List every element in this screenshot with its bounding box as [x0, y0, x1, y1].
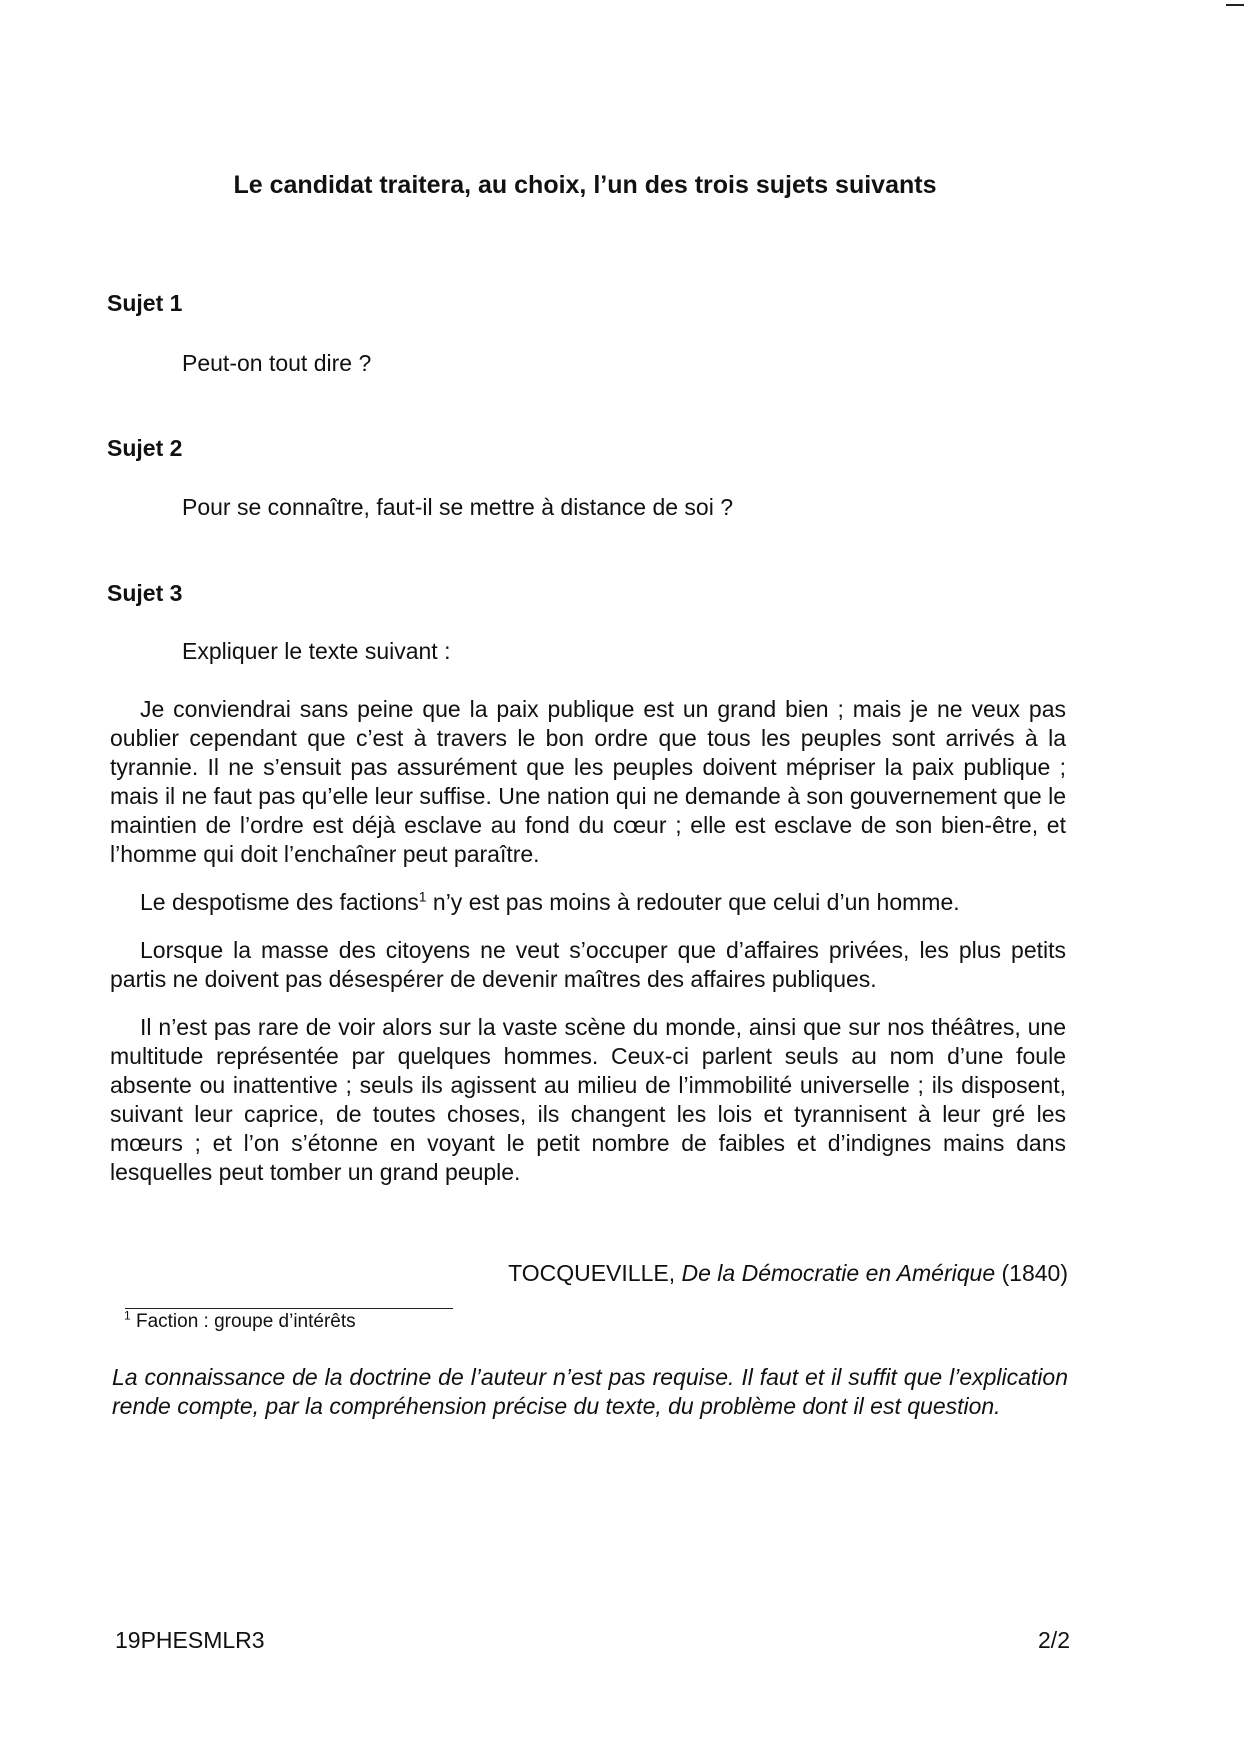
page-heading: Le candidat traitera, au choix, l’un des trois sujets suivants: [233, 171, 937, 199]
sujet-2-label: Sujet 2: [107, 435, 183, 461]
sujet-1-label: Sujet 1: [107, 290, 183, 316]
footnote: [124, 1308, 356, 1333]
sujet-3-label: Sujet 3: [107, 580, 183, 606]
sujet-3-instruction: Expliquer le texte suivant :: [182, 638, 451, 664]
citation-year: (1840): [1001, 1260, 1068, 1286]
text-paragraph-4: Il n’est pas rare de voir alors sur la vaste scène du monde, ainsi que sur nos théâtres, une multitude représentée par quelques hommes. Ceux-ci parlent seuls au nom d’une foule absente ou inattentive ; seuls ils agissent au milieu de l’immobilité universelle ; ils disposent, suivant leur caprice, de toutes choses, ils changent les lois et tyrannisent à leur gré les mœurs ; et l’on s’étonne en voyant le petit nombre de faibles et d’indignes mains dans lesquelles peut tomber un grand peuple.: [110, 1014, 1066, 1185]
source-text: [110, 695, 1066, 1206]
page-edge-mark: [1226, 4, 1244, 6]
sujet-2-question: Pour se connaître, faut-il se mettre à distance de soi ?: [182, 494, 734, 520]
text-paragraph-2-start: Le despotisme des factions: [140, 889, 419, 915]
sujet-1-question: Peut-on tout dire ?: [182, 350, 372, 376]
exam-instruction: La connaissance de la doctrine de l’auteur n’est pas requise. Il faut et il suffit que l’explication rende compte, par la compréhension précise du texte, du problème dont il est question.: [112, 1364, 1068, 1419]
text-paragraph-3: Lorsque la masse des citoyens ne veut s’occuper que d’affaires privées, les plus petits partis ne doivent pas désespérer de devenir maîtres des affaires publiques.: [110, 937, 1066, 992]
footnote-text: Faction : groupe d’intérêts: [135, 1311, 356, 1332]
citation-author: TOCQUEVILLE,: [508, 1260, 676, 1286]
text-paragraph-2-end: n’y est pas moins à redouter que celui d’un homme.: [426, 889, 960, 915]
footnote-number: 1: [124, 1308, 131, 1323]
text-paragraph-2: [110, 888, 1066, 917]
footer-page-number: 2/2: [1038, 1627, 1070, 1653]
text-paragraph-1: Je conviendrai sans peine que la paix publique est un grand bien ; mais je ne veux pas oublier cependant que c’est à travers le bon ordre que tous les peuples sont arrivés à la tyrannie. Il ne s’ensuit pas assurément que les peuples doivent mépriser la paix publique ; mais il ne faut pas qu’elle leur suffise. Une nation qui ne demande à son gouvernement que le maintien de l’ordre est déjà esclave au fond du cœur ; elle est esclave de son bien-être, et l’homme qui doit l’enchaîner peut paraître.: [110, 696, 1066, 867]
footnote-reference: 1: [418, 888, 427, 905]
footer-exam-code: 19PHESMLR3: [115, 1627, 265, 1653]
citation-work: De la Démocratie en Amérique: [681, 1260, 996, 1286]
citation: [508, 1260, 1068, 1287]
footnote-divider: [125, 1308, 453, 1309]
